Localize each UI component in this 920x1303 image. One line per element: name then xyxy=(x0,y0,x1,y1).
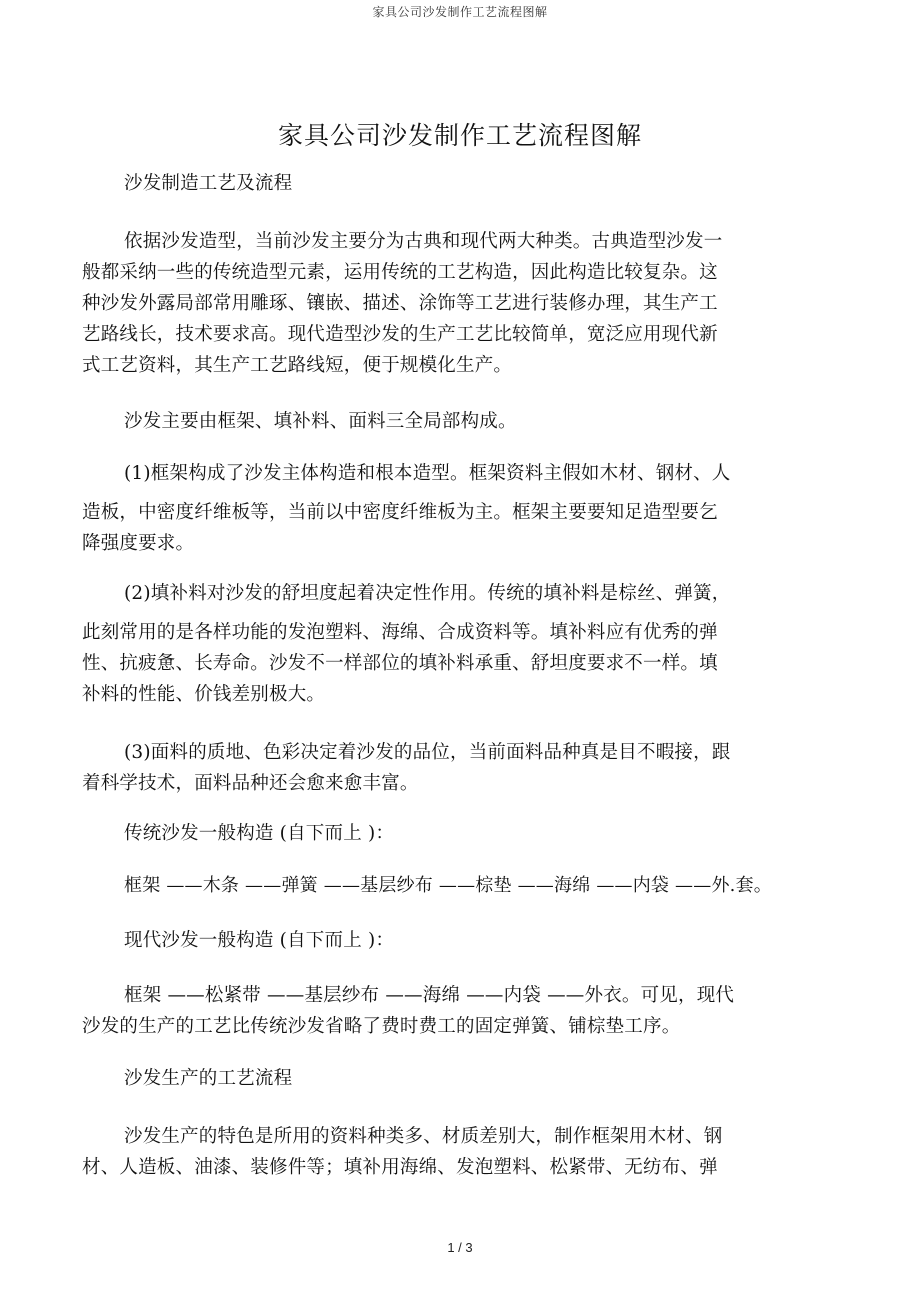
paragraph-filling xyxy=(82,578,812,710)
text-line: 沙发生产的特色是所用的资料种类多、材质差别大，制作框架用木材、钢 xyxy=(124,1126,723,1147)
text-line: 沙发的生产的工艺比传统沙发省略了费时费工的固定弹簧、铺棕垫工序。 xyxy=(82,1016,681,1037)
paragraph-frame xyxy=(82,458,812,559)
text-line: 般都采纳一些的传统造型元素，运用传统的工艺构造，因此构造比较复杂。这 xyxy=(82,262,718,283)
paragraph-sofa-types xyxy=(82,226,812,381)
heading-modern-structure: 现代沙发一般构造 (自下而上 )： xyxy=(124,930,395,951)
text-line: 艺路线长，技术要求高。现代造型沙发的生产工艺比较简单，宽泛应用现代新 xyxy=(82,324,718,345)
text-line: 着科学技术，面料品种还会愈来愈丰富。 xyxy=(82,773,419,794)
paragraph-modern-layers xyxy=(82,980,812,1042)
text-line: 降强度要求。 xyxy=(82,533,195,554)
text-line: (1)框架构成了沙发主体构造和根本造型。框架资料主假如木材、钢材、人 xyxy=(124,463,731,484)
traditional-layers: 框架 ——木条 ——弹簧 ——基层纱布 ——棕垫 ——海绵 ——内袋 ——外.套。 xyxy=(124,875,772,896)
text-line: 材、人造板、油漆、装修件等；填补用海绵、发泡塑料、松紧带、无纺布、弹 xyxy=(82,1157,718,1178)
page-indicator: 1 / 3 xyxy=(447,1240,473,1255)
text-line: 性、抗疲惫、长寿命。沙发不一样部位的填补料承重、舒坦度要求不一样。填 xyxy=(82,653,718,674)
document-title: 家具公司沙发制作工艺流程图解 xyxy=(277,121,642,150)
running-header: 家具公司沙发制作工艺流程图解 xyxy=(372,5,548,19)
section-heading-manufacturing: 沙发制造工艺及流程 xyxy=(124,173,293,194)
heading-traditional-structure: 传统沙发一般构造 (自下而上 )： xyxy=(124,823,395,844)
text-line: 依据沙发造型，当前沙发主要分为古典和现代两大种类。古典造型沙发一 xyxy=(124,231,723,252)
paragraph-fabric xyxy=(82,737,812,799)
text-line: 框架 ——松紧带 ——基层纱布 ——海绵 ——内袋 ——外衣。可见，现代 xyxy=(124,985,735,1006)
text-line: 种沙发外露局部常用雕琢、镶嵌、描述、涂饰等工艺进行装修办理，其生产工 xyxy=(82,293,718,314)
text-line: 造板，中密度纤维板等，当前以中密度纤维板为主。框架主要要知足造型要乞 xyxy=(82,502,718,523)
text-line: 此刻常用的是各样功能的发泡塑料、海绵、合成资料等。填补料应有优秀的弹 xyxy=(82,622,718,643)
section-heading-production-flow: 沙发生产的工艺流程 xyxy=(124,1068,293,1089)
text-line: 补料的性能、价钱差别极大。 xyxy=(82,684,326,705)
paragraph-production-features xyxy=(82,1121,812,1183)
paragraph-components: 沙发主要由框架、填补料、面料三全局部构成。 xyxy=(124,411,517,432)
text-line: (3)面料的质地、色彩决定着沙发的品位，当前面料品种真是目不暇接，跟 xyxy=(124,742,731,763)
text-line: 式工艺资料，其生产工艺路线短，便于规模化生产。 xyxy=(82,355,513,376)
text-line: (2)填补料对沙发的舒坦度起着决定性作用。传统的填补料是棕丝、弹簧， xyxy=(124,583,731,604)
